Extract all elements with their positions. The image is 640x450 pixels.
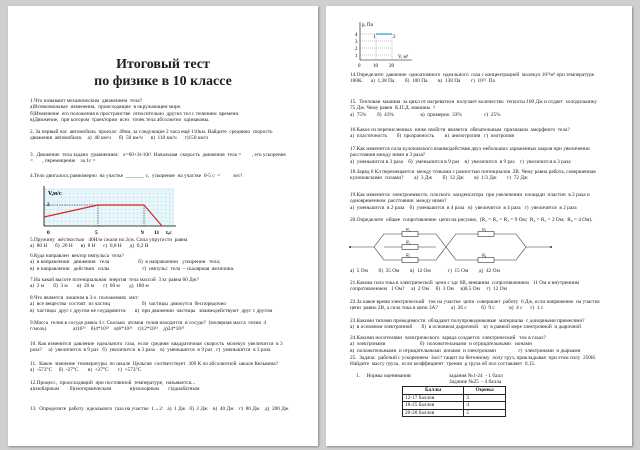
page-1 — [8, 6, 318, 446]
question-line: г/моль) а)10²³ б)4*10²³ в)6*10²³ г)12*10²³ д)24*10²³ — [30, 326, 185, 333]
question-line: 25. Задача: рабочий с ускорением 1м/с² тащит по бетонному полу груз, прикладывая при этом силу 250Н. — [350, 355, 597, 361]
table-cell: 4 — [464, 402, 506, 410]
question-5 — [30, 237, 187, 250]
graph-xtick: 9 — [141, 230, 144, 236]
question-line: 75 Дж. Чему равен К.П.Д. машины ? — [350, 105, 436, 112]
question-3 — [30, 152, 286, 165]
question-11 — [30, 361, 278, 374]
question-line: 18.Заряд 6 Кл перемещается между точками с разностью потенциалов 2В. Чему равна работа, совершенная — [350, 169, 596, 175]
table-cell: 3 — [464, 394, 506, 402]
table-cell: 18-25 баллов — [403, 402, 464, 410]
r1-label: R₁ — [406, 228, 411, 232]
pv-xtick: 10 — [373, 64, 378, 69]
pv-point-label: 2 — [393, 35, 396, 40]
table-cell: 26-28 баллов — [403, 409, 464, 417]
pv-ytick: 1 — [355, 54, 358, 59]
question-line: а) в направлении движения тела б) в направлении ускорения тела; — [30, 259, 221, 266]
question-line: 5.Пружину жёсткостью 40Н/м сжали на 2см. Сила упругости равна — [30, 237, 188, 243]
question-6 — [350, 192, 590, 211]
question-2 — [350, 99, 597, 118]
question-line: 9.Масса гелия в сосуде равна 4 г. Сколько атомов гелия находится в сосуде? (молярная масса гелия 4 — [30, 320, 267, 326]
question-line: 6.Куда направлен вектор импульса тела? — [30, 253, 124, 259]
question-line: а) 80 Н б) 20 Н в) 8 Н г) 0,8 Н д) 0,2 Н — [30, 243, 149, 250]
question-2 — [30, 129, 273, 142]
title-line-2: по физике в 10 классе — [94, 74, 232, 89]
question-line: 17.Как изменится сила кулоновского взаимодействия двух небольших заряженных шаров при увеличении — [350, 146, 590, 152]
grading-norms-line-2: Задание №25 - 4 балла — [449, 379, 502, 385]
question-line: а) пластичность б) прозрачность в) анизотропия г) изотропия — [350, 133, 514, 140]
question-line: раза? а) увеличится в 9 раз б) увеличится в 3 раза в) уменьшится в 9 раз г) уменьшится в 3 раза — [30, 347, 271, 354]
question-line: одновременном расстоянии между ними? — [350, 198, 447, 205]
pv-ytick: 2 — [355, 47, 358, 52]
pv-xlabel: V, м³ — [398, 55, 409, 60]
table-row — [403, 409, 506, 417]
question-9 — [350, 280, 579, 293]
question-line: 19.Как изменится электроемкость плоского конденсатора при увеличении площади пластин в 2 раза и — [350, 192, 590, 198]
question-line: 24.Какими носителями электрического заряда создается электрический ток в газах? — [350, 335, 547, 341]
question-line: Найдите массу груза, если коэффициент трения μ груза об пол составляет 0,15. — [350, 361, 536, 368]
question-8 — [350, 268, 500, 274]
question-line: 10. Как изменится давление идеального газа, если средняя квадратичная скорость молекул увеличится в 3 — [30, 341, 283, 347]
question-4 — [30, 173, 244, 179]
grading-norms-line-1: задания №1-24 - 1 балл — [449, 373, 503, 379]
graph-ytick: 2 — [47, 203, 50, 208]
pv-ytick: 3 — [355, 40, 358, 45]
question-9 — [30, 320, 266, 333]
question-line: цепи равно 2В, а сила тока в цепи 3А? а) 26 с б) 9 с в) 4 с г) 1 с — [350, 305, 544, 312]
question-line: 4.Тело двигалось равномерно на участке _______ с, ускорение на участке 0-5 с = м/с². — [30, 173, 244, 179]
graph-xtick: 0 — [47, 230, 50, 236]
question-line: в) в направлении действия силы г) импульс тела – скалярная величина. — [30, 265, 235, 272]
question-7 — [30, 277, 199, 290]
circuit-diagram — [346, 228, 561, 266]
question-1 — [350, 72, 594, 85]
pv-point-label: 1 — [373, 35, 376, 40]
question-line: = , перемещение за 1с = — [30, 158, 96, 165]
grading-norms-label: 1. Нормы оценивания: — [356, 373, 412, 379]
r2-label: R₂ — [406, 239, 411, 245]
question-1 — [30, 98, 239, 123]
table-header: Оценка — [464, 387, 506, 395]
graph-xtick: 5 — [95, 230, 98, 236]
question-line: 23.Какими типами проводимости обладают полупроводниковые материалы с донорными примесями? — [350, 318, 585, 324]
question-10 — [350, 299, 600, 312]
table-cell: 5 — [464, 409, 506, 417]
question-line: а) -573°С б) -27°С в) +27°С г) +573°С — [30, 367, 142, 374]
question-line: 3. Движение тела задано уравнением: x=60+3t-10t². Начальная скорость движения тела = , его ускорение — [30, 152, 286, 158]
question-line: 16.Какое из перечисленных ниже свойств является обязательным признаком аморфного тела? — [350, 127, 570, 133]
question-8 — [30, 295, 272, 314]
question-line: а) 2 м б) 3 м в) 20 м г) 60 м д) 180 м — [30, 283, 149, 290]
table-header: Баллы — [403, 387, 464, 395]
question-line: 8.Что является лишним в 3-х положениях мкт: — [30, 295, 139, 301]
question-line: а) все вещества состоят из частиц б) частицы движутся беспорядочно — [30, 301, 227, 308]
question-3 — [350, 127, 570, 140]
pressure-volume-graph — [352, 20, 422, 70]
graph-ylabel: V,м/с — [48, 191, 62, 197]
question-line: 13. Определите работу идеального газа на участке 1→2: а) 1 Дж б) 2 Дж в) 40 Дж г) 80 Дж д) 200 Дж — [30, 406, 289, 412]
question-7 — [350, 217, 592, 223]
question-4 — [350, 146, 590, 165]
question-line: а) уменьшится в 2 раза б) уменьшится в 4 раза в) увеличится в 4 раза г) увеличится в 2 раза — [350, 204, 577, 211]
question-6 — [30, 253, 234, 272]
question-line: 15. Тепловая машина за цикл от нагревателя получает количество теплоты 100 Дж и отдает холодильнику — [350, 99, 597, 105]
pv-ytick: 4 — [355, 33, 358, 38]
question-line: в) частицы друг с другом не соударяются в) при движении частицы взаимодействуют друг с другом — [30, 307, 273, 314]
question-13 — [30, 406, 289, 412]
title-line-1: Итоговый тест — [116, 57, 210, 72]
question-line: 7.На какой высоте потенциальная энергия тела массой 3 кг равна 60 Дж? — [30, 277, 199, 283]
question-line: 1.Что называют механическим движением тела? — [30, 98, 142, 104]
question-line: кулоновскими силами? а) 3 Дж б) 12 Дж в) 1/3 Дж г) 72 Дж — [350, 175, 528, 182]
r6-label: R₆ — [482, 252, 487, 258]
question-line: 12.Процесс, происходящий при постоянной температуре, называется... — [30, 380, 196, 386]
question-line: расстояния между ними в 3 раза? — [350, 152, 426, 159]
question-line: 20.Определите общее сопротивление цепи на рисунке, (R₁ = R₂ = R₃ = 9 Ом; R₄ = R₅ = 2 Ом; R₆ = 4 Ом). — [350, 217, 593, 223]
question-line: 2. За первый час автомобиль проехал 40км, за следующие 2 часа ещё 110км. Найдите среднюю скорость — [30, 129, 273, 135]
question-line: 22.За какое время электрический ток на участке цепи совершает работу 6 Дж, если напряжение на участке — [350, 299, 600, 305]
pv-xtick: 0 — [358, 64, 361, 69]
question-line: а)изобарным б)изотермическим в)изохорным г)адиабатным — [30, 386, 200, 393]
graph-xlabel: t,c — [166, 230, 172, 236]
question-line: а) 5 Ом б) 35 Ом в) 12 Ом г) 15 Ом д) 42 Ом — [350, 268, 500, 274]
question-line: в) положительными и отрицательными ионами и электронами г) электронами и дырками — [350, 347, 581, 354]
question-line: а)Всевозможные изменения, происходящие в окружающем мире. — [30, 104, 182, 111]
velocity-time-graph — [38, 186, 183, 236]
r4-label: R₄ — [482, 228, 487, 232]
r3-label: R₃ — [406, 252, 411, 258]
table-row — [403, 402, 506, 410]
grading-table — [402, 386, 506, 417]
question-line: 100К. а) 1,38 Па б) 100 Па в) 138 Па г) 10²¹ Па — [350, 78, 495, 85]
pv-xtick: 20 — [389, 64, 394, 69]
question-10 — [30, 341, 283, 354]
question-line: а) в основном электронной б) в основном дырочной в) в равной мере электронной и дырочной — [350, 324, 581, 331]
page-2 — [326, 6, 632, 446]
question-line: 21.Какова сила тока в электрической цепи с эдс 6В, внешним сопротивлением 11 Ом и внутренним — [350, 280, 580, 286]
question-line: движения автомобиля. а) 40 км/ч б) 50 км/ч в) 110 км/ч г)150 км/ч — [30, 135, 208, 142]
question-line: а) уменьшится в 3 раза б) уменьшится в 9 раз в) увеличится в 9 раз г) увеличится в 3 раза — [350, 158, 571, 165]
question-line: сопротивлением 1 Ом? а) 2 Ом б) 3 Ом в)0,5 Ом г) 12 Ом — [350, 286, 507, 293]
question-12 — [350, 335, 580, 354]
question-11 — [350, 318, 585, 331]
table-row — [403, 394, 506, 402]
graph-xtick: 11 — [154, 230, 160, 236]
table-cell: 12-17 баллов — [403, 394, 464, 402]
question-line: в)Движение, при котором траектории всех точек тела абсолютно одинаковы. — [30, 116, 210, 123]
question-line: б)Изменение его положения в пространстве относительно других тел с течением времени. — [30, 110, 240, 117]
question-5 — [350, 169, 596, 182]
question-13 — [350, 355, 596, 368]
question-line: 11. Какое значение температуры по шкале Цельсия соответствует 300 К по абсолютной шкале Кельвина? — [30, 361, 278, 367]
question-line: а) 75% б) 43% в) примерно 33% г) 25% — [350, 111, 501, 118]
question-12 — [30, 380, 199, 393]
question-line: а) электронами б) положительными и отрицательными ионами — [350, 341, 532, 348]
question-line: 14.Определите давление одноатомного идеального газа с концентрацией молекул 10²¹м³ при температуре — [350, 72, 595, 78]
pv-ylabel: p, Па — [362, 23, 373, 28]
